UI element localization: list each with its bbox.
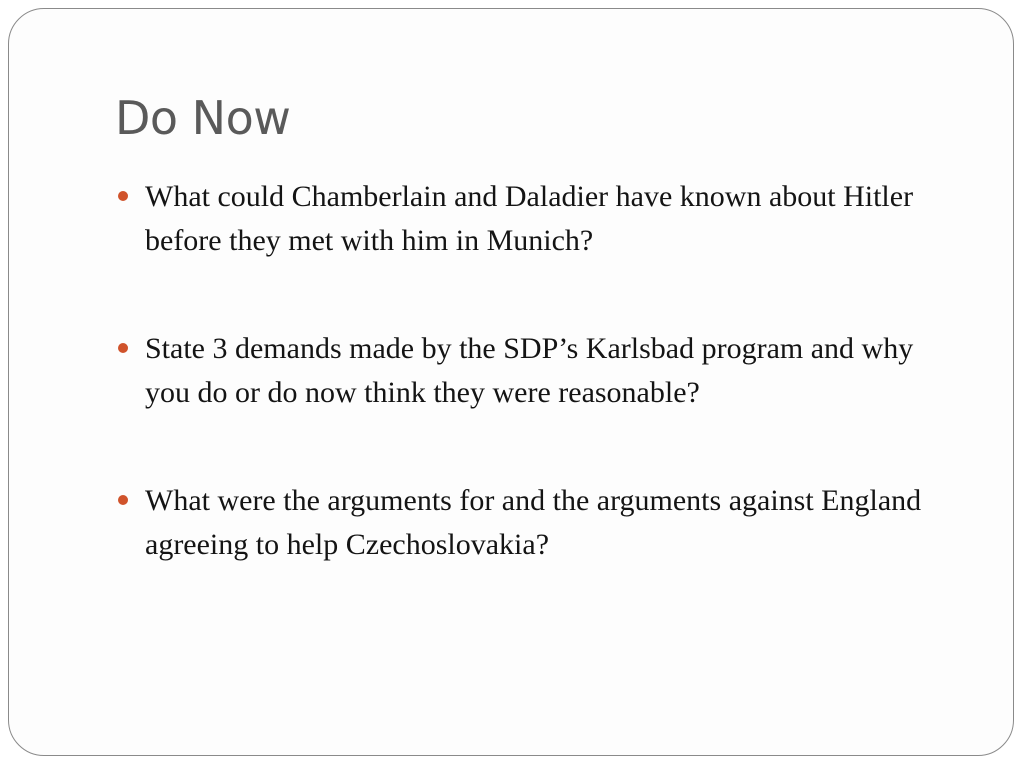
bullet-item [115,175,945,263]
bullet-list [115,175,945,631]
slide-title: Do Now [115,91,291,145]
slide-frame [8,8,1014,756]
bullet-dot-icon [118,191,128,201]
bullet-item [115,327,945,415]
bullet-text: What were the arguments for and the arguments against England agreeing to help Czechoslovakia? [145,484,922,561]
bullet-text: What could Chamberlain and Daladier have known about Hitler before they met with him in Munich? [145,180,914,257]
bullet-item [115,479,945,567]
bullet-dot-icon [118,495,128,505]
bullet-dot-icon [118,343,128,353]
bullet-text: State 3 demands made by the SDP’s Karlsbad program and why you do or do now think they were reasonable? [145,332,914,409]
